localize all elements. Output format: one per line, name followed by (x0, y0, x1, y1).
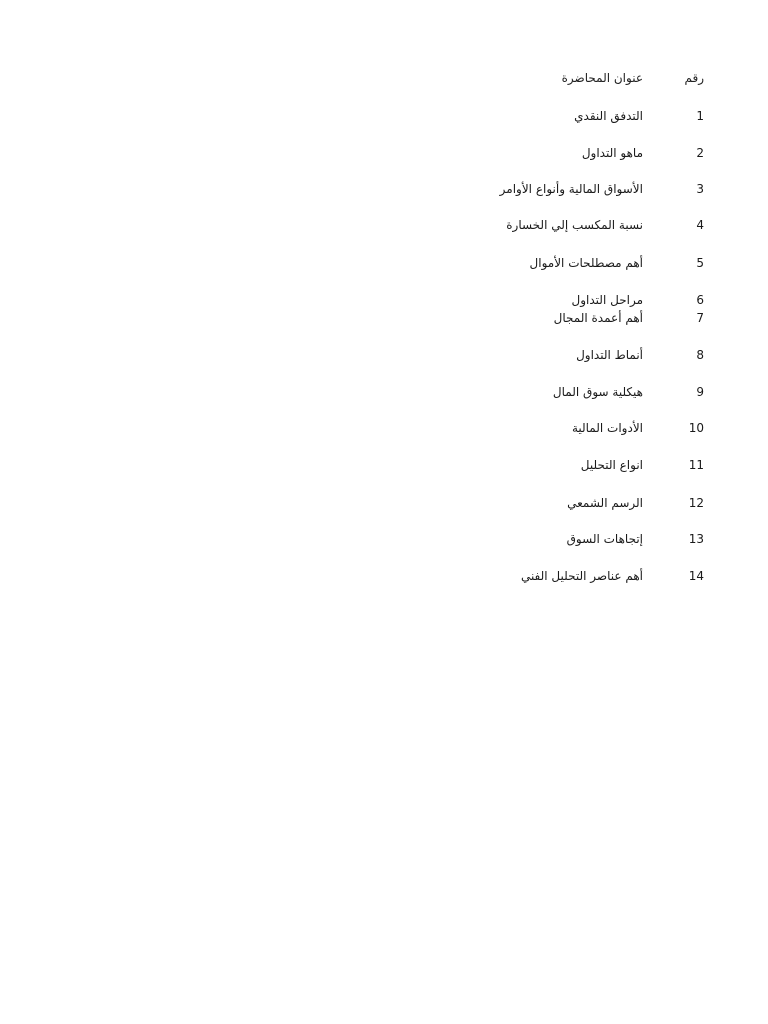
lecture-title: مراحل التداول (571, 293, 643, 307)
lecture-number: 14 (688, 569, 704, 583)
lecture-title: هيكلية سوق المال (552, 385, 643, 399)
lecture-title: الأسواق المالية وأنواع الأوامر (499, 182, 643, 196)
lecture-number: 13 (688, 532, 704, 546)
lecture-title: أهم عناصر التحليل الفني (520, 569, 643, 583)
lecture-number: 10 (688, 421, 704, 435)
lecture-title: أنماط التداول (576, 348, 643, 362)
lecture-title: الأدوات المالية (571, 421, 643, 435)
lecture-number: 8 (696, 348, 704, 362)
lecture-title: التدفق النقدي (574, 109, 643, 123)
title-column-header: عنوان المحاضرة (561, 71, 643, 85)
lecture-number: 1 (696, 109, 704, 123)
lecture-number: 4 (696, 218, 704, 232)
lecture-number: 11 (688, 458, 704, 472)
lecture-title: انواع التحليل (580, 458, 643, 472)
lecture-title: ماهو التداول (581, 146, 643, 160)
lecture-number: 5 (696, 256, 704, 270)
lecture-number: 9 (696, 385, 704, 399)
lecture-title: الرسم الشمعي (567, 496, 643, 510)
lecture-title: نسبة المكسب إلي الخسارة (506, 218, 643, 232)
lecture-title: أهم أعمدة المجال (553, 311, 643, 325)
number-column-header: رقم (684, 71, 704, 85)
lecture-title: أهم مصطلحات الأموال (529, 256, 643, 270)
lecture-number: 7 (696, 311, 704, 325)
lecture-number: 3 (696, 182, 704, 196)
lecture-title: إتجاهات السوق (566, 532, 643, 546)
lecture-number: 6 (696, 293, 704, 307)
lecture-number: 2 (696, 146, 704, 160)
lecture-number: 12 (688, 496, 704, 510)
